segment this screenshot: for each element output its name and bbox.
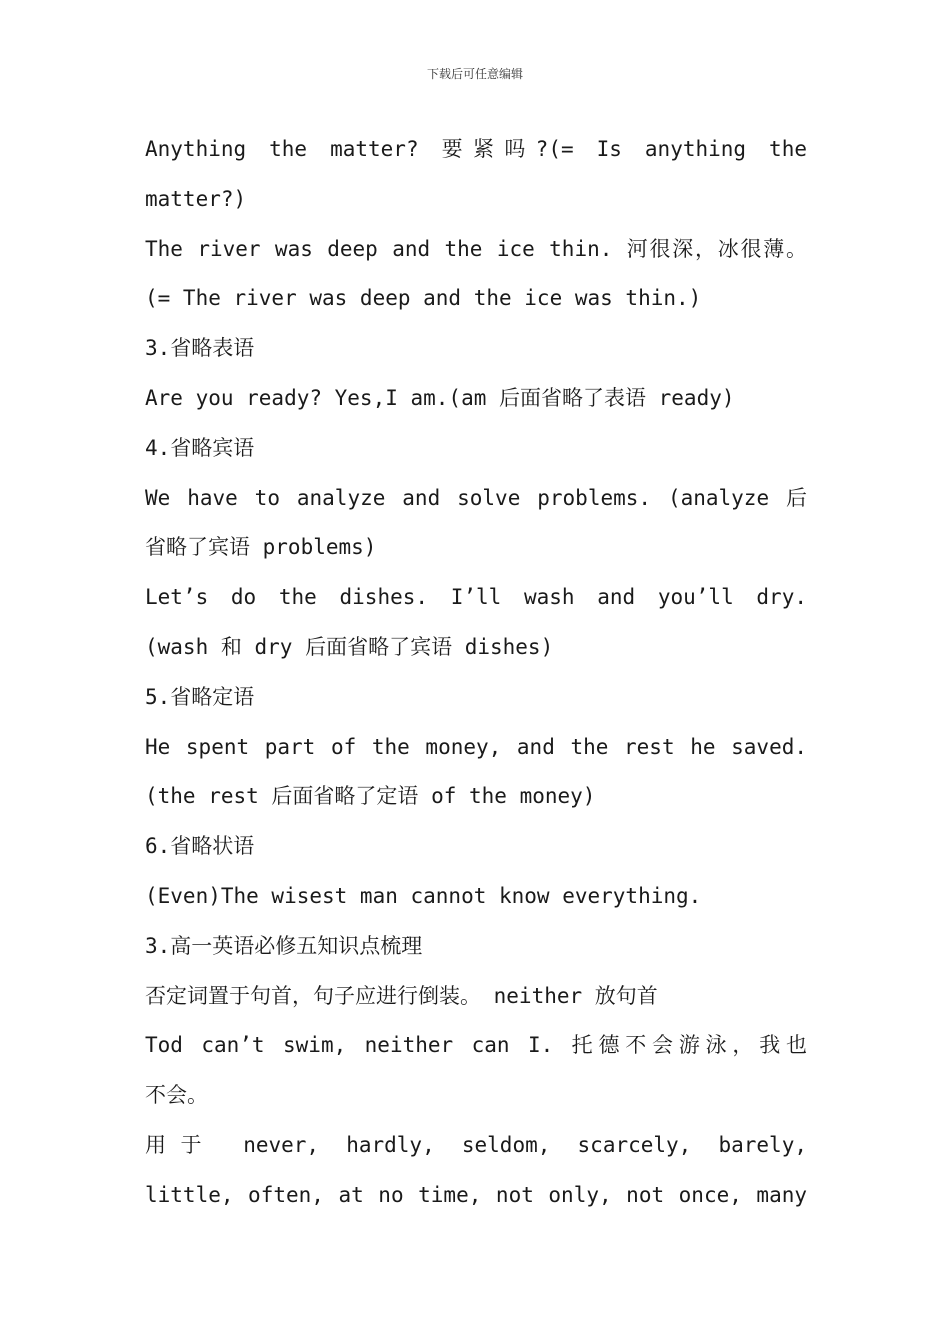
text-line: (Even)The wisest man cannot know everything. <box>145 883 702 908</box>
text-line: 省略了宾语 problems) <box>145 535 377 560</box>
document-body <box>145 125 807 1221</box>
text-line: Anything the matter? 要紧吗?(= Is anything the <box>145 137 807 161</box>
text-line: 用于 never, hardly, seldom, scarcely, barely, <box>145 1132 807 1157</box>
text-line: (= The river was deep and the ice was thin.) <box>145 286 702 311</box>
text-line: The river was deep and the ice thin. 河很深，冰很薄。 <box>145 236 807 261</box>
text-line: 不会。 <box>145 1083 208 1108</box>
text-line: Let’s do the dishes. I’ll wash and you’ll dry. <box>145 585 807 610</box>
text-line: Tod can’t swim, neither can I. 托德不会游泳，我也 <box>145 1033 807 1058</box>
text-line: little, often, at no time, not only, not once, many <box>145 1182 807 1207</box>
text-line: He spent part of the money, and the rest he saved. <box>145 734 807 759</box>
text-line: (the rest 后面省略了定语 of the money) <box>145 784 596 809</box>
text-line: We have to analyze and solve problems. (analyze 后 <box>145 485 807 510</box>
section-heading: 3.省略表语 <box>145 336 255 361</box>
page-header: 下载后可任意编辑 <box>426 67 523 81</box>
section-heading: 4.省略宾语 <box>145 435 255 460</box>
section-heading: 3.高一英语必修五知识点梳理 <box>145 933 423 958</box>
text-line: matter?) <box>145 186 247 211</box>
text-line: 否定词置于句首，句子应进行倒装。 neither 放句首 <box>145 983 658 1008</box>
section-heading: 6.省略状语 <box>145 834 255 859</box>
section-heading: 5.省略定语 <box>145 684 255 709</box>
text-line: (wash 和 dry 后面省略了宾语 dishes) <box>145 634 554 659</box>
text-line: Are you ready? Yes,I am.(am 后面省略了表语 ready) <box>145 385 735 410</box>
